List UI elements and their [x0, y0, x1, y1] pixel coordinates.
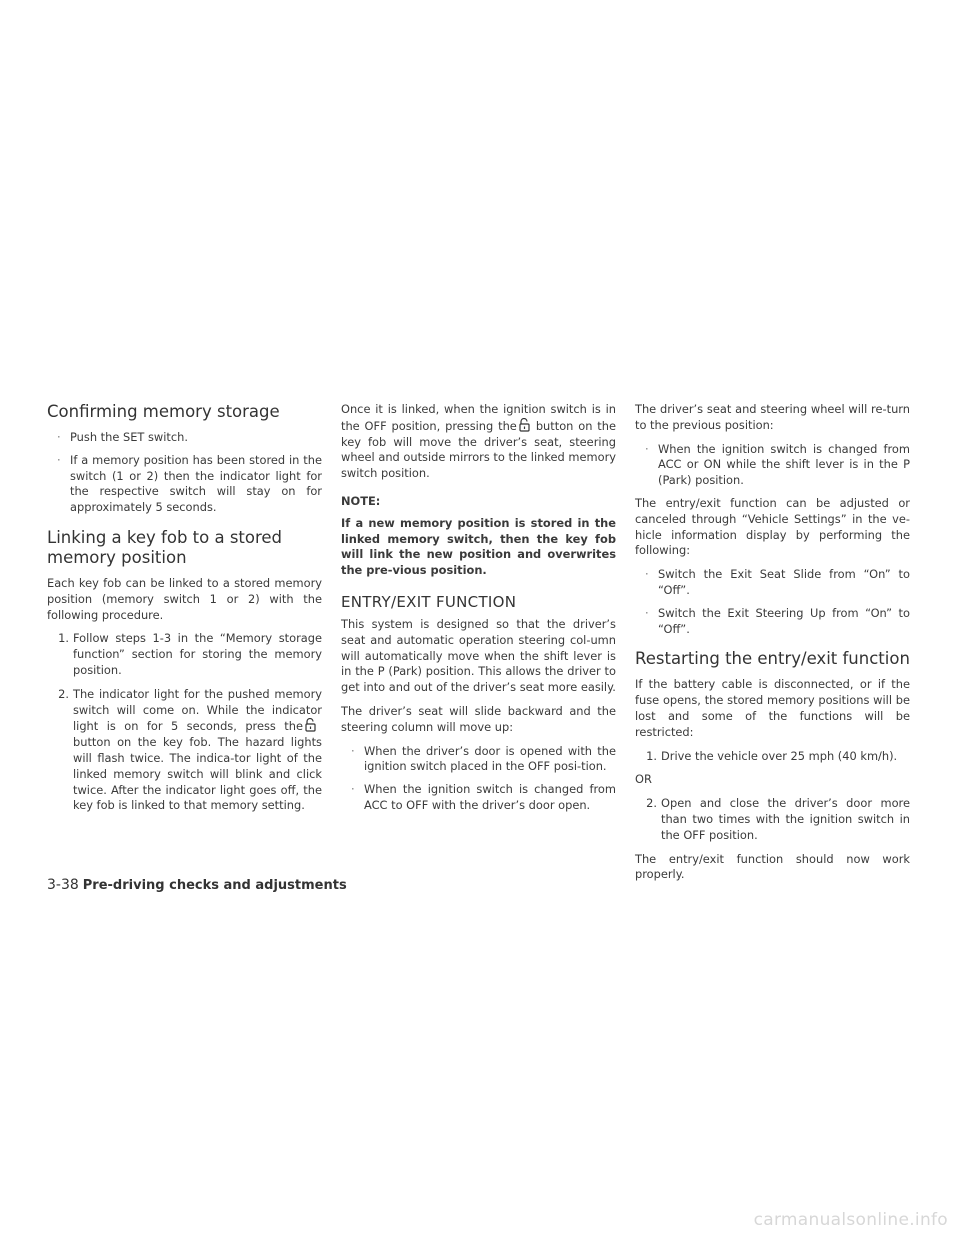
- or-separator: OR: [635, 772, 652, 787]
- heading-confirming-memory-storage: Confirming memory storage: [47, 402, 280, 421]
- column-right: [635, 402, 910, 891]
- paragraph: The entry/exit function should now work properly.: [635, 851, 910, 882]
- list-item: 2. The indicator light for the pushed memory switch will come on. While the indicator light is on for 5 seconds, press thebutton on the key fob. The hazard lights will flash twice. The indica-tor light of the linked memory switch will blink and click twice. After the indicator light goes off, the key fob is linked to that memory setting.: [58, 686, 322, 813]
- watermark: carmanualsonline.info: [753, 1210, 948, 1230]
- paragraph: This system is designed so that the driver’s seat and automatic operation steering col-umn will automatically move when the shift lever is in the P (Park) position. This allows the driver to get into and out of the driver’s seat more easily.: [341, 616, 616, 695]
- note-body: If a new memory position is stored in the linked memory switch, then the key fob will link the new position and overwrites the pre-vious position.: [341, 515, 616, 578]
- column-middle: [341, 402, 616, 821]
- key-fob-unlock-icon: [518, 418, 531, 432]
- note-title: NOTE:: [341, 493, 381, 508]
- paragraph: The driver’s seat will slide backward and the steering column will move up:: [341, 703, 616, 734]
- list-item: · Switch the Exit Seat Slide from “On” to “Off”.: [645, 567, 910, 597]
- paragraph: If the battery cable is disconnected, or if the fuse opens, the stored memory positions will be lost and some of the functions will be restricted:: [635, 677, 910, 739]
- paragraph: Once it is linked, when the ignition switch is in the OFF position, pressing the button on the key fob will move the driver’s seat, steering wheel and outside mirrors to the linked memory switch position.: [341, 402, 616, 481]
- page-footer: [47, 876, 347, 895]
- chapter-title: Pre-driving checks and adjustments: [82, 878, 347, 893]
- heading-restarting-entry-exit: Restarting the entry/exit function: [635, 649, 910, 669]
- list-item: · Switch the Exit Steering Up from “On” to “Off”.: [645, 605, 910, 636]
- column-left: [47, 402, 322, 822]
- list-item: · If a memory position has been stored in the switch (1 or 2) then the indicator light for the respective switch will stay on for approximately 5 seconds.: [57, 452, 322, 515]
- list-item: · When the ignition switch is changed from ACC or ON while the shift lever is in the P (Park) position.: [645, 441, 910, 488]
- list-item: · When the ignition switch is changed from ACC to OFF with the driver’s door open.: [351, 782, 616, 812]
- list-item: · Push the SET switch.: [57, 430, 188, 444]
- page-number: 3-38: [47, 877, 79, 893]
- paragraph: Each key fob can be linked to a stored memory position (memory switch 1 or 2) with the following procedure.: [47, 575, 322, 622]
- heading-entry-exit-function: ENTRY/EXIT FUNCTION: [341, 592, 517, 611]
- paragraph: The driver’s seat and steering wheel will re-turn to the previous position:: [635, 402, 910, 432]
- list-item: 1. Drive the vehicle over 25 mph (40 km/h).: [646, 748, 898, 763]
- list-item: 2. Open and close the driver’s door more than two times with the ignition switch in the OFF position.: [646, 796, 910, 842]
- key-fob-unlock-icon: [304, 718, 317, 732]
- list-item: 1. Follow steps 1-3 in the “Memory storage function” section for storing the memory position.: [58, 631, 322, 677]
- paragraph: The entry/exit function can be adjusted or canceled through “Vehicle Settings” in the ve-hicle information display by performing the following:: [635, 495, 910, 558]
- list-item: · When the driver’s door is opened with the ignition switch placed in the OFF posi-tion.: [351, 743, 616, 774]
- heading-linking-key-fob: Linking a key fob to a stored memory position: [47, 527, 283, 567]
